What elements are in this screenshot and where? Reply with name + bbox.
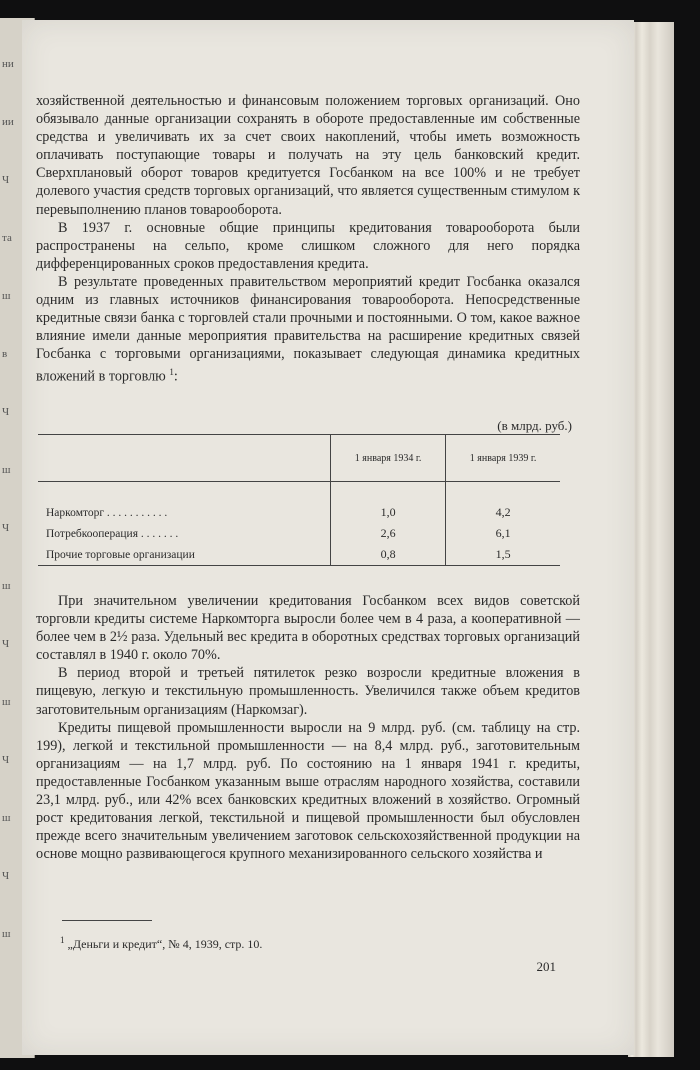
paragraph-1: хозяйственной деятельностью и финансовым положением торговых организаций. Оно обязывало данные организации сохранять в обороте предоставленные им собственные средства и увеличивать их за счет своих накоплений, чтобы иметь возможность оплачивать поступающие товары и получать на эту цель банковский кредит. Сверхплановый оборот товаров кредитуется Госбанком на все 100% и не требует долевого участия средств торговых организаций, что является существенным стимулом к перевыполнению планов товарооборота. [36, 93, 580, 218]
footnote-text: „Деньги и кредит“, № 4, 1939, стр. 10. [67, 937, 263, 951]
table-header-empty [38, 435, 331, 482]
previous-page-fragment: Ч [2, 638, 10, 650]
previous-page-fragment: ш [2, 812, 11, 824]
page-number: 201 [536, 959, 556, 974]
footnote-divider [62, 920, 152, 921]
previous-page-fragment: ш [2, 928, 11, 940]
paragraph-3-text: В результате проведенных правительством мероприятий кредит Госбанка оказался одним из главных источников финансирования товарооборота. Непосредственные кредитные связи банка с торговлей стали прочными и постоянными. О том, какое важное влияние имели данные мероприятия правительства на расширение кредитных связей Госбанка с торговыми организациями, показывает следующая динамика кредитных вложений в торговлю [36, 273, 580, 386]
footnote-mark: 1 [60, 935, 65, 945]
previous-page-fragment: та [2, 232, 12, 244]
previous-page-fragment: ии [2, 116, 14, 128]
row-value-1939: 6,1 [446, 523, 560, 544]
row-value-1934: 1,0 [331, 502, 446, 523]
previous-page-fragment: Ч [2, 522, 10, 534]
previous-page-fragment: ш [2, 464, 11, 476]
table-header-col2: 1 января 1939 г. [446, 435, 560, 482]
paragraph-4: При значительном увеличении кредитования Госбанком всех видов советской торговли кредиты системе Наркомторга выросли более чем в 4 раза, а кооперативной — более чем в 2½ раза. Удельный вес кредита в оборотных средствах торговых организаций составлял в 1940 г. около 70%. [36, 593, 580, 664]
row-name: Прочие торговые организации [38, 544, 331, 566]
previous-page-fragment: ш [2, 290, 11, 302]
row-value-1934: 0,8 [331, 544, 446, 566]
previous-page-fragment: ш [2, 580, 11, 592]
previous-page-fragment: в [2, 348, 8, 360]
paragraph-2: В 1937 г. основные общие принципы кредитования товарооборота были распространены на сельпо, кроме слишком сложного для него порядка дифференцированных сроков предоставления кредита. [36, 219, 580, 272]
footnote [60, 935, 262, 952]
main-text-top [36, 92, 580, 386]
previous-page-fragment: Ч [2, 174, 10, 186]
previous-page-fragment: ни [2, 58, 14, 70]
paragraph-5: В период второй и третьей пятилеток резко возросли кредитные вложения в пищевую, легкую и текстильную промышленность. Увеличился также объем кредитов заготовительным организациям (Наркомзаг). [36, 665, 580, 718]
credit-table [38, 434, 560, 566]
page-stack-edge [628, 22, 674, 1057]
row-value-1939: 1,5 [446, 544, 560, 566]
previous-page-fragment: Ч [2, 406, 10, 418]
previous-page-fragment: Ч [2, 754, 10, 766]
table-header-col1: 1 января 1934 г. [331, 435, 446, 482]
paragraph-3 [36, 273, 580, 386]
previous-page-fragment: ш [2, 696, 11, 708]
book-page [22, 20, 634, 1055]
paragraph-3-end: : [173, 369, 178, 386]
table-unit: (в млрд. руб.) [497, 418, 572, 433]
row-name: Потребкооперация . . . . . . . [46, 527, 179, 540]
row-value-1934: 2,6 [331, 523, 446, 544]
row-name: Наркомторг . . . . . . . . . . . [46, 506, 168, 519]
table-header-row [38, 435, 560, 482]
footnote-ref: 1 [169, 367, 174, 378]
main-text-bottom [36, 592, 580, 863]
table-row [38, 523, 560, 544]
table-row [38, 502, 560, 523]
table-row [38, 544, 560, 566]
row-value-1939: 4,2 [446, 502, 560, 523]
previous-page-fragment: Ч [2, 870, 10, 882]
table-spacer-row [38, 482, 560, 503]
paragraph-6: Кредиты пищевой промышленности выросли на 9 млрд. руб. (см. таблицу на стр. 199), легкой и текстильной промышленности — на 8,4 млрд. руб., заготовительным организациям — на 1,7 млрд. руб. По состоянию на 1 января 1941 г. кредиты, предоставленные Госбанком указанным выше отраслям народного хозяйства, составили 23,1 млрд. руб., или 42% всех банковских кредитных вложений в хозяйство. Огромный рост кредитования легкой, текстильной и пищевой промышленности был обусловлен прежде всего значительным увеличением заготовок сельскохозяйственной продукции на основе мощно развивающегося крупного механизированного сельского хозяйства и [36, 719, 580, 863]
